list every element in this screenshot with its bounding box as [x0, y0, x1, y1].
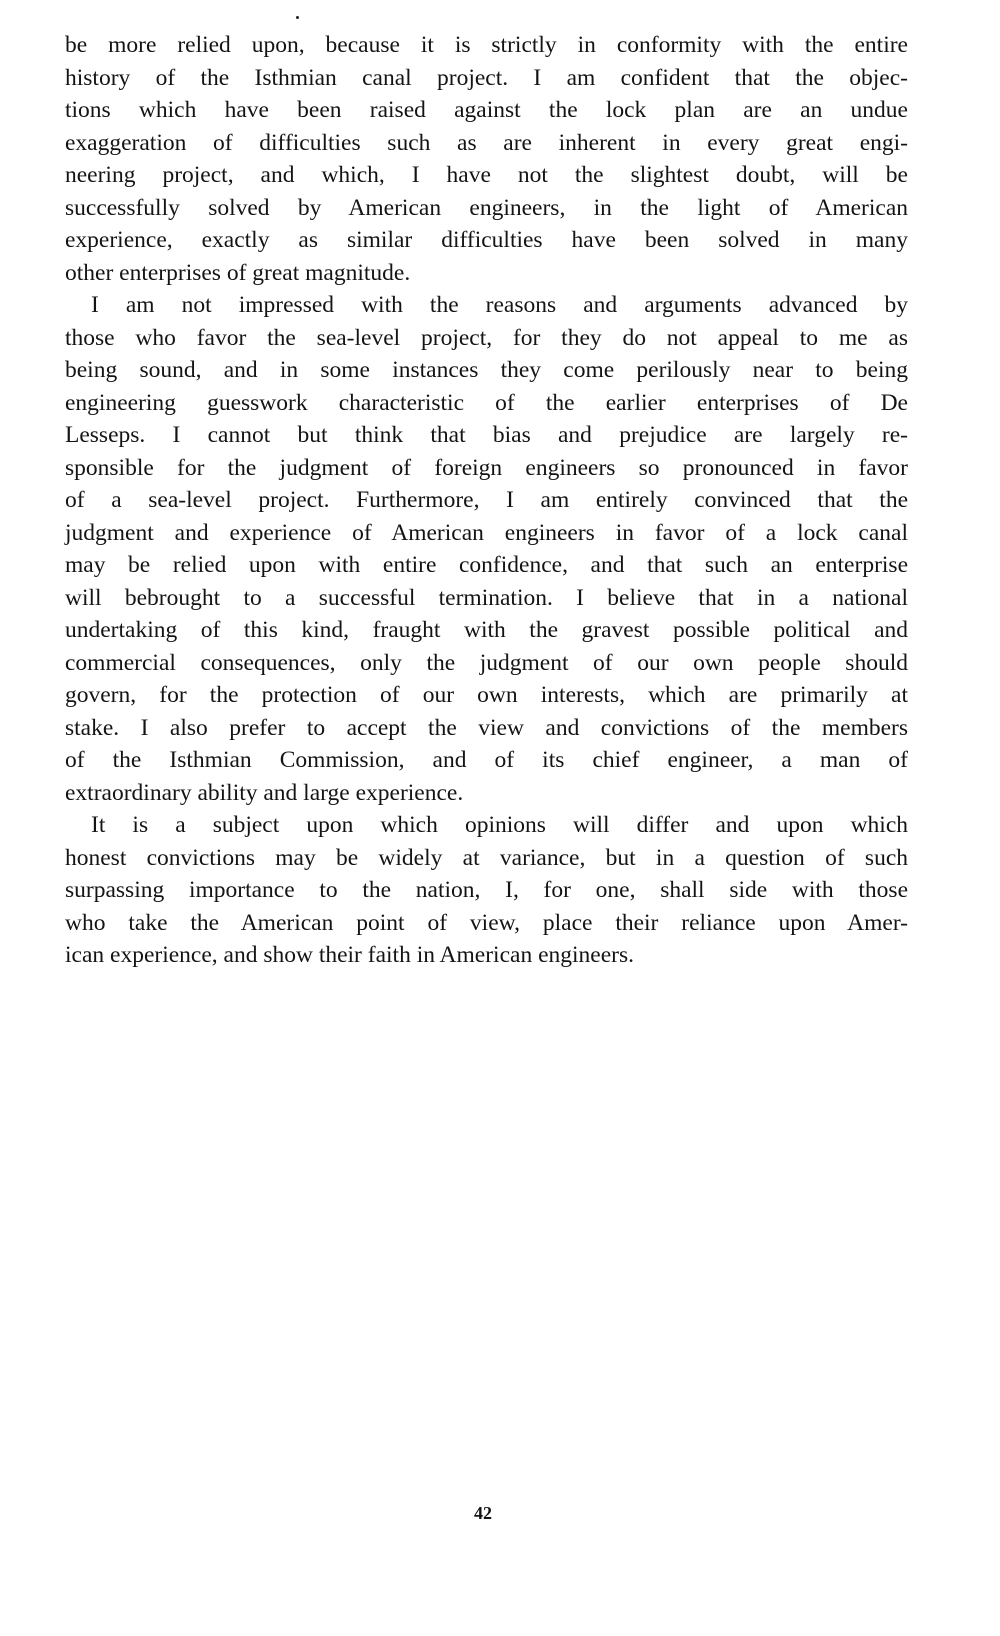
text-line: successfully solved by American engineers, in the light of American: [65, 194, 908, 221]
text-line: who take the American point of view, place their reliance upon Amer-: [65, 909, 908, 936]
text-line: extraordinary ability and large experience.: [65, 779, 464, 806]
text-line: history of the Isthmian canal project. I am confident that the objec-: [65, 64, 908, 91]
paragraph: [65, 809, 908, 972]
text-line: may be relied upon with entire confidence, and that such an enterprise: [65, 552, 908, 578]
print-speck: [296, 16, 299, 19]
body-text: [65, 29, 908, 972]
text-line: experience, exactly as similar difficulties have been solved in many: [65, 227, 908, 253]
text-line: those who favor the sea-level project, for they do not appeal to me as: [65, 324, 908, 351]
text-line: being sound, and in some instances they come perilously near to being: [65, 357, 908, 383]
text-line: commercial consequences, only the judgment of our own people should: [65, 649, 908, 676]
text-line: judgment and experience of American engineers in favor of a lock canal: [65, 519, 908, 546]
text-line: honest convictions may be widely at variance, but in a question of such: [65, 844, 908, 871]
text-line: other enterprises of great magnitude.: [65, 259, 411, 286]
text-line: ican experience, and show their faith in American engineers.: [65, 942, 634, 968]
paragraph: [65, 289, 908, 809]
text-line: undertaking of this kind, fraught with the gravest possible political and: [65, 617, 908, 643]
text-line: I am not impressed with the reasons and arguments advanced by: [91, 292, 908, 318]
text-line: sponsible for the judgment of foreign engineers so pronounced in favor: [65, 454, 908, 481]
text-line: surpassing importance to the nation, I, for one, shall side with those: [65, 877, 908, 903]
text-line: exaggeration of difficulties such as are inherent in every great engi-: [65, 129, 908, 156]
text-line: engineering guesswork characteristic of the earlier enterprises of De: [65, 389, 908, 416]
text-line: Lesseps. I cannot but think that bias and prejudice are largely re-: [65, 422, 908, 448]
text-line: stake. I also prefer to accept the view and convictions of the members: [65, 714, 908, 741]
text-line: It is a subject upon which opinions will differ and upon which: [91, 812, 908, 838]
text-line: of the Isthmian Commission, and of its chief engineer, a man of: [65, 747, 908, 773]
text-line: tions which have been raised against the lock plan are an undue: [65, 97, 908, 123]
page-number: 42: [474, 1503, 492, 1523]
paragraph: [65, 29, 908, 289]
text-line: neering project, and which, I have not the slightest doubt, will be: [65, 162, 908, 188]
text-line: will bebrought to a successful termination. I believe that in a national: [65, 584, 908, 611]
text-line: govern, for the protection of our own interests, which are primarily at: [65, 682, 908, 708]
text-line: of a sea-level project. Furthermore, I am entirely convinced that the: [65, 487, 908, 513]
text-line: be more relied upon, because it is strictly in conformity with the entire: [65, 32, 908, 58]
